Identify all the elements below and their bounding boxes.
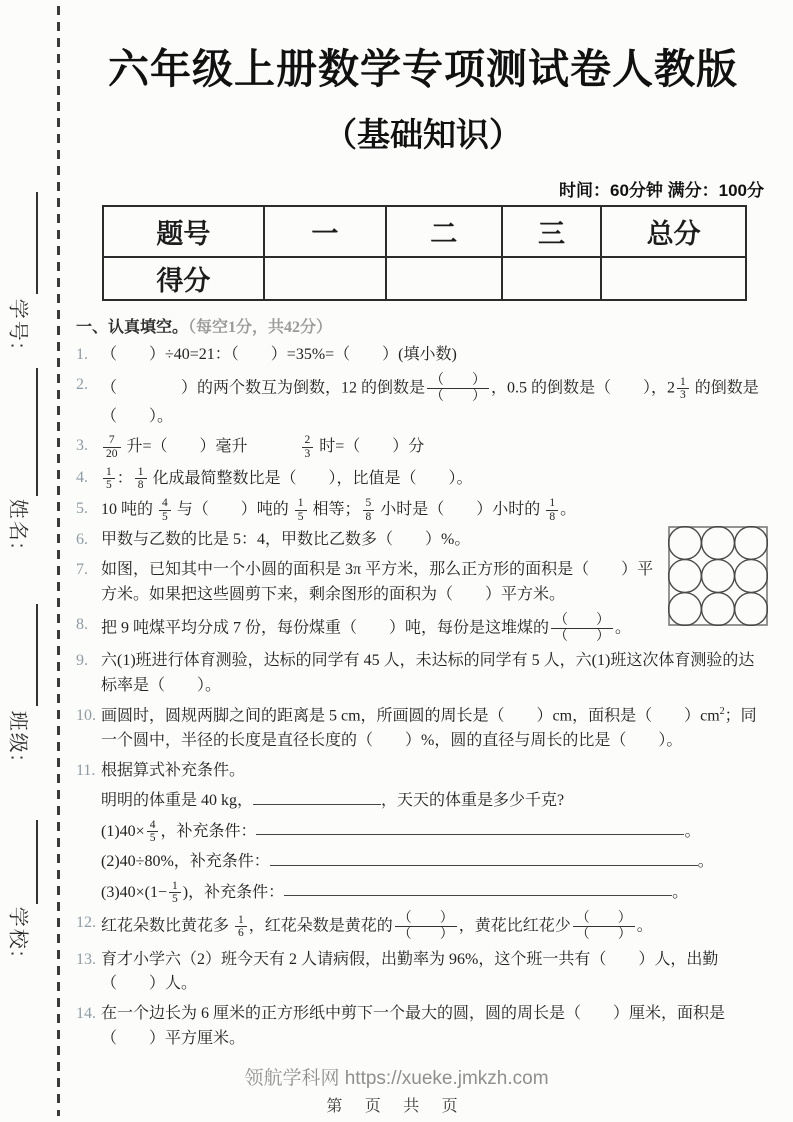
question-row [76, 759, 770, 784]
question-number: 3. [76, 437, 88, 455]
score-table-score-row [103, 257, 746, 300]
question-row [76, 528, 770, 553]
question-text: $\frac{7}{20}$ 升=（ ）毫升 $\frac{2}{3}$ 时=（ ）分 [101, 434, 770, 460]
class-blank-line [36, 604, 38, 706]
watermark-site-text: 领航学科网 https://xueke.jmkzh.com [244, 1068, 549, 1089]
dashed-cut-line [57, 6, 60, 1116]
question-text: （ ）的两个数互为倒数，12 的倒数是 $\frac{( )}{( )}$ ，0.5 的倒数是（ ），2 $\frac{1}{3}$ 的倒数是（ ）。 [101, 372, 759, 425]
fill-in-line [256, 819, 684, 835]
student-number-label: 学号: [6, 298, 29, 351]
student-name-field [0, 368, 58, 583]
score-table-header-cell: 题号 [103, 206, 264, 257]
student-number-blank-line [36, 192, 38, 294]
blank-fraction: $\frac{( )}{( )}$ [573, 911, 635, 943]
questions-list [76, 343, 770, 1052]
school-label: 学校: [6, 906, 29, 959]
section-heading-note: （每空1分，共42分） [188, 319, 333, 336]
question-subrow [76, 819, 770, 845]
fraction: $\frac{1}{5}$ [103, 466, 115, 492]
question-subrow [76, 880, 770, 906]
question-row [76, 1002, 770, 1052]
question-number: 13. [76, 950, 96, 968]
student-name-blank-line [36, 368, 38, 496]
score-cell [264, 257, 386, 300]
question-number: 4. [76, 468, 88, 486]
fraction: $\frac{1}{3}$ [677, 376, 689, 402]
fill-in-line [253, 789, 381, 805]
question-text: (3)40×(1− $\frac{1}{5}$ )，补充条件： 。 [101, 879, 689, 906]
question-row [76, 466, 770, 492]
question-number: 6. [76, 531, 88, 549]
question-row [76, 948, 770, 998]
question-row [76, 343, 770, 368]
question-row [76, 649, 770, 699]
question-number: 2. [76, 375, 88, 393]
question-number: 5. [76, 499, 88, 517]
question-row [76, 497, 770, 523]
fraction: $\frac{1}{5}$ [169, 880, 181, 906]
score-table-header-cell: 总分 [601, 206, 746, 257]
score-row-label: 得分 [103, 257, 264, 300]
fraction: $\frac{4}{5}$ [159, 497, 171, 523]
blank-fraction: $\frac{( )}{( )}$ [427, 373, 489, 405]
question-text: 育才小学六（2）班今天有 2 人请病假，出勤率为 96%，这个班一共有（ ）人，出勤（ ）人。 [101, 950, 719, 993]
fraction: $\frac{7}{20}$ [103, 434, 121, 460]
question-text: 红花朵数比黄花多 $\frac{1}{6}$ ，红花朵数是黄花的 $\frac{( )}{( )}$ ，黄花比红花少 $\frac{( )}{( )}$ 。 [101, 910, 653, 943]
question-row [76, 911, 770, 943]
question-text: （ ）÷40=21：（ ）=35%=（ ）(填小数) [101, 346, 457, 363]
section-one-heading [76, 314, 770, 337]
nine-circles-figure [668, 526, 768, 626]
question-row [76, 704, 770, 754]
school-field [0, 820, 58, 1035]
question-number: 9. [76, 652, 88, 670]
score-table [102, 205, 747, 301]
question-number: 12. [76, 913, 96, 931]
question-text: 把 9 吨煤平均分成 7 份，每份煤重（ ）吨，每份是这堆煤的 $\frac{( )}{( )}$ 。 [101, 612, 632, 644]
fraction: $\frac{4}{5}$ [147, 819, 159, 845]
question-row [76, 613, 770, 645]
question-text: 根据算式补充条件。 [101, 761, 246, 779]
fraction: $\frac{1}{5}$ [295, 497, 307, 523]
question-subrow [76, 850, 770, 875]
fill-in-line [270, 850, 698, 866]
score-cell [502, 257, 602, 300]
page-subtitle: （基础知识） [324, 116, 522, 153]
page-title: 六年级上册数学专项测试卷人教版 [108, 46, 738, 92]
binding-margin [0, 0, 58, 1122]
question-row [76, 558, 770, 608]
page-footer [0, 1063, 793, 1116]
question-text: (1)40× $\frac{4}{5}$ ，补充条件： 。 [101, 818, 701, 845]
score-table-header-cell: 三 [502, 206, 602, 257]
fraction: $\frac{1}{8}$ [546, 497, 558, 523]
fraction: $\frac{1}{8}$ [135, 466, 147, 492]
question-text: 在一个边长为 6 厘米的正方形纸中剪下一个最大的圆，圆的周长是（ ）厘米，面积是（ ）平方厘米。 [101, 1005, 726, 1048]
time-score-info: 时间：60分钟 满分：100分 [559, 181, 764, 200]
score-cell [386, 257, 502, 300]
section-heading-main: 一、认真填空。 [76, 319, 189, 336]
question-number: 10. [76, 706, 96, 724]
blank-fraction: $\frac{( )}{( )}$ [395, 911, 457, 943]
score-cell [601, 257, 746, 300]
superscript: 2 [719, 705, 725, 717]
question-row [76, 373, 770, 430]
question-text: 六(1)班进行体育测验，达标的同学有 45 人，未达标的同学有 5 人，六(1)班这次体育测验的达标率是（ ）。 [101, 652, 755, 695]
question-text: (2)40÷80%，补充条件： 。 [101, 850, 770, 875]
question-number: 14. [76, 1005, 96, 1023]
blank-fraction: $\frac{( )}{( )}$ [551, 613, 613, 645]
question-subrow [76, 789, 770, 814]
question-text: 如图，已知其中一个小圆的面积是 3π 平方米，那么正方形的面积是（ ）平方米。如果把这些圆剪下来，剩余图形的面积为（ ）平方米。 [101, 558, 770, 608]
class-label: 班级: [6, 710, 29, 763]
question-text: 画圆时，圆规两脚之间的距离是 5 cm，所画圆的周长是（ ）cm，面积是（ ）$cm^2$；同一个圆中，半径的长度是直径长度的（ ）%，圆的直径与周长的比是（ ）。 [101, 705, 757, 750]
fraction: $\frac{2}{3}$ [302, 434, 314, 460]
question-text: 明明的体重是 40 kg， ，天天的体重是多少千克? [101, 789, 770, 814]
score-table-header-cell: 一 [264, 206, 386, 257]
question-number: 8. [76, 615, 88, 633]
score-table-header-cell: 二 [386, 206, 502, 257]
student-name-label: 姓名: [6, 498, 29, 551]
fill-in-line [284, 880, 672, 896]
school-blank-line [36, 820, 38, 904]
score-table-header-row [103, 206, 746, 257]
paper-content [76, 0, 770, 1122]
question-number: 7. [76, 561, 88, 579]
fraction: $\frac{5}{8}$ [363, 497, 375, 523]
class-field [0, 604, 58, 819]
question-number: 11. [76, 761, 96, 779]
question-row [76, 434, 770, 460]
question-text: 甲数与乙数的比是 5：4，甲数比乙数多（ ）%。 [101, 531, 471, 549]
question-text: 10 吨的 $\frac{4}{5}$ 与（ ）吨的 $\frac{1}{5}$ 相等； $\frac{5}{8}$ 小时是（ ）小时的 $\frac{1}{8}$ 。 [101, 496, 577, 523]
question-number: 1. [76, 346, 88, 363]
fraction: $\frac{1}{6}$ [235, 914, 247, 940]
page-number-line: 第 页 共 页 [326, 1098, 467, 1115]
question-text: $\frac{1}{5}$ ： $\frac{1}{8}$ 化成最简整数比是（ ），比值是（ ）。 [101, 466, 770, 492]
